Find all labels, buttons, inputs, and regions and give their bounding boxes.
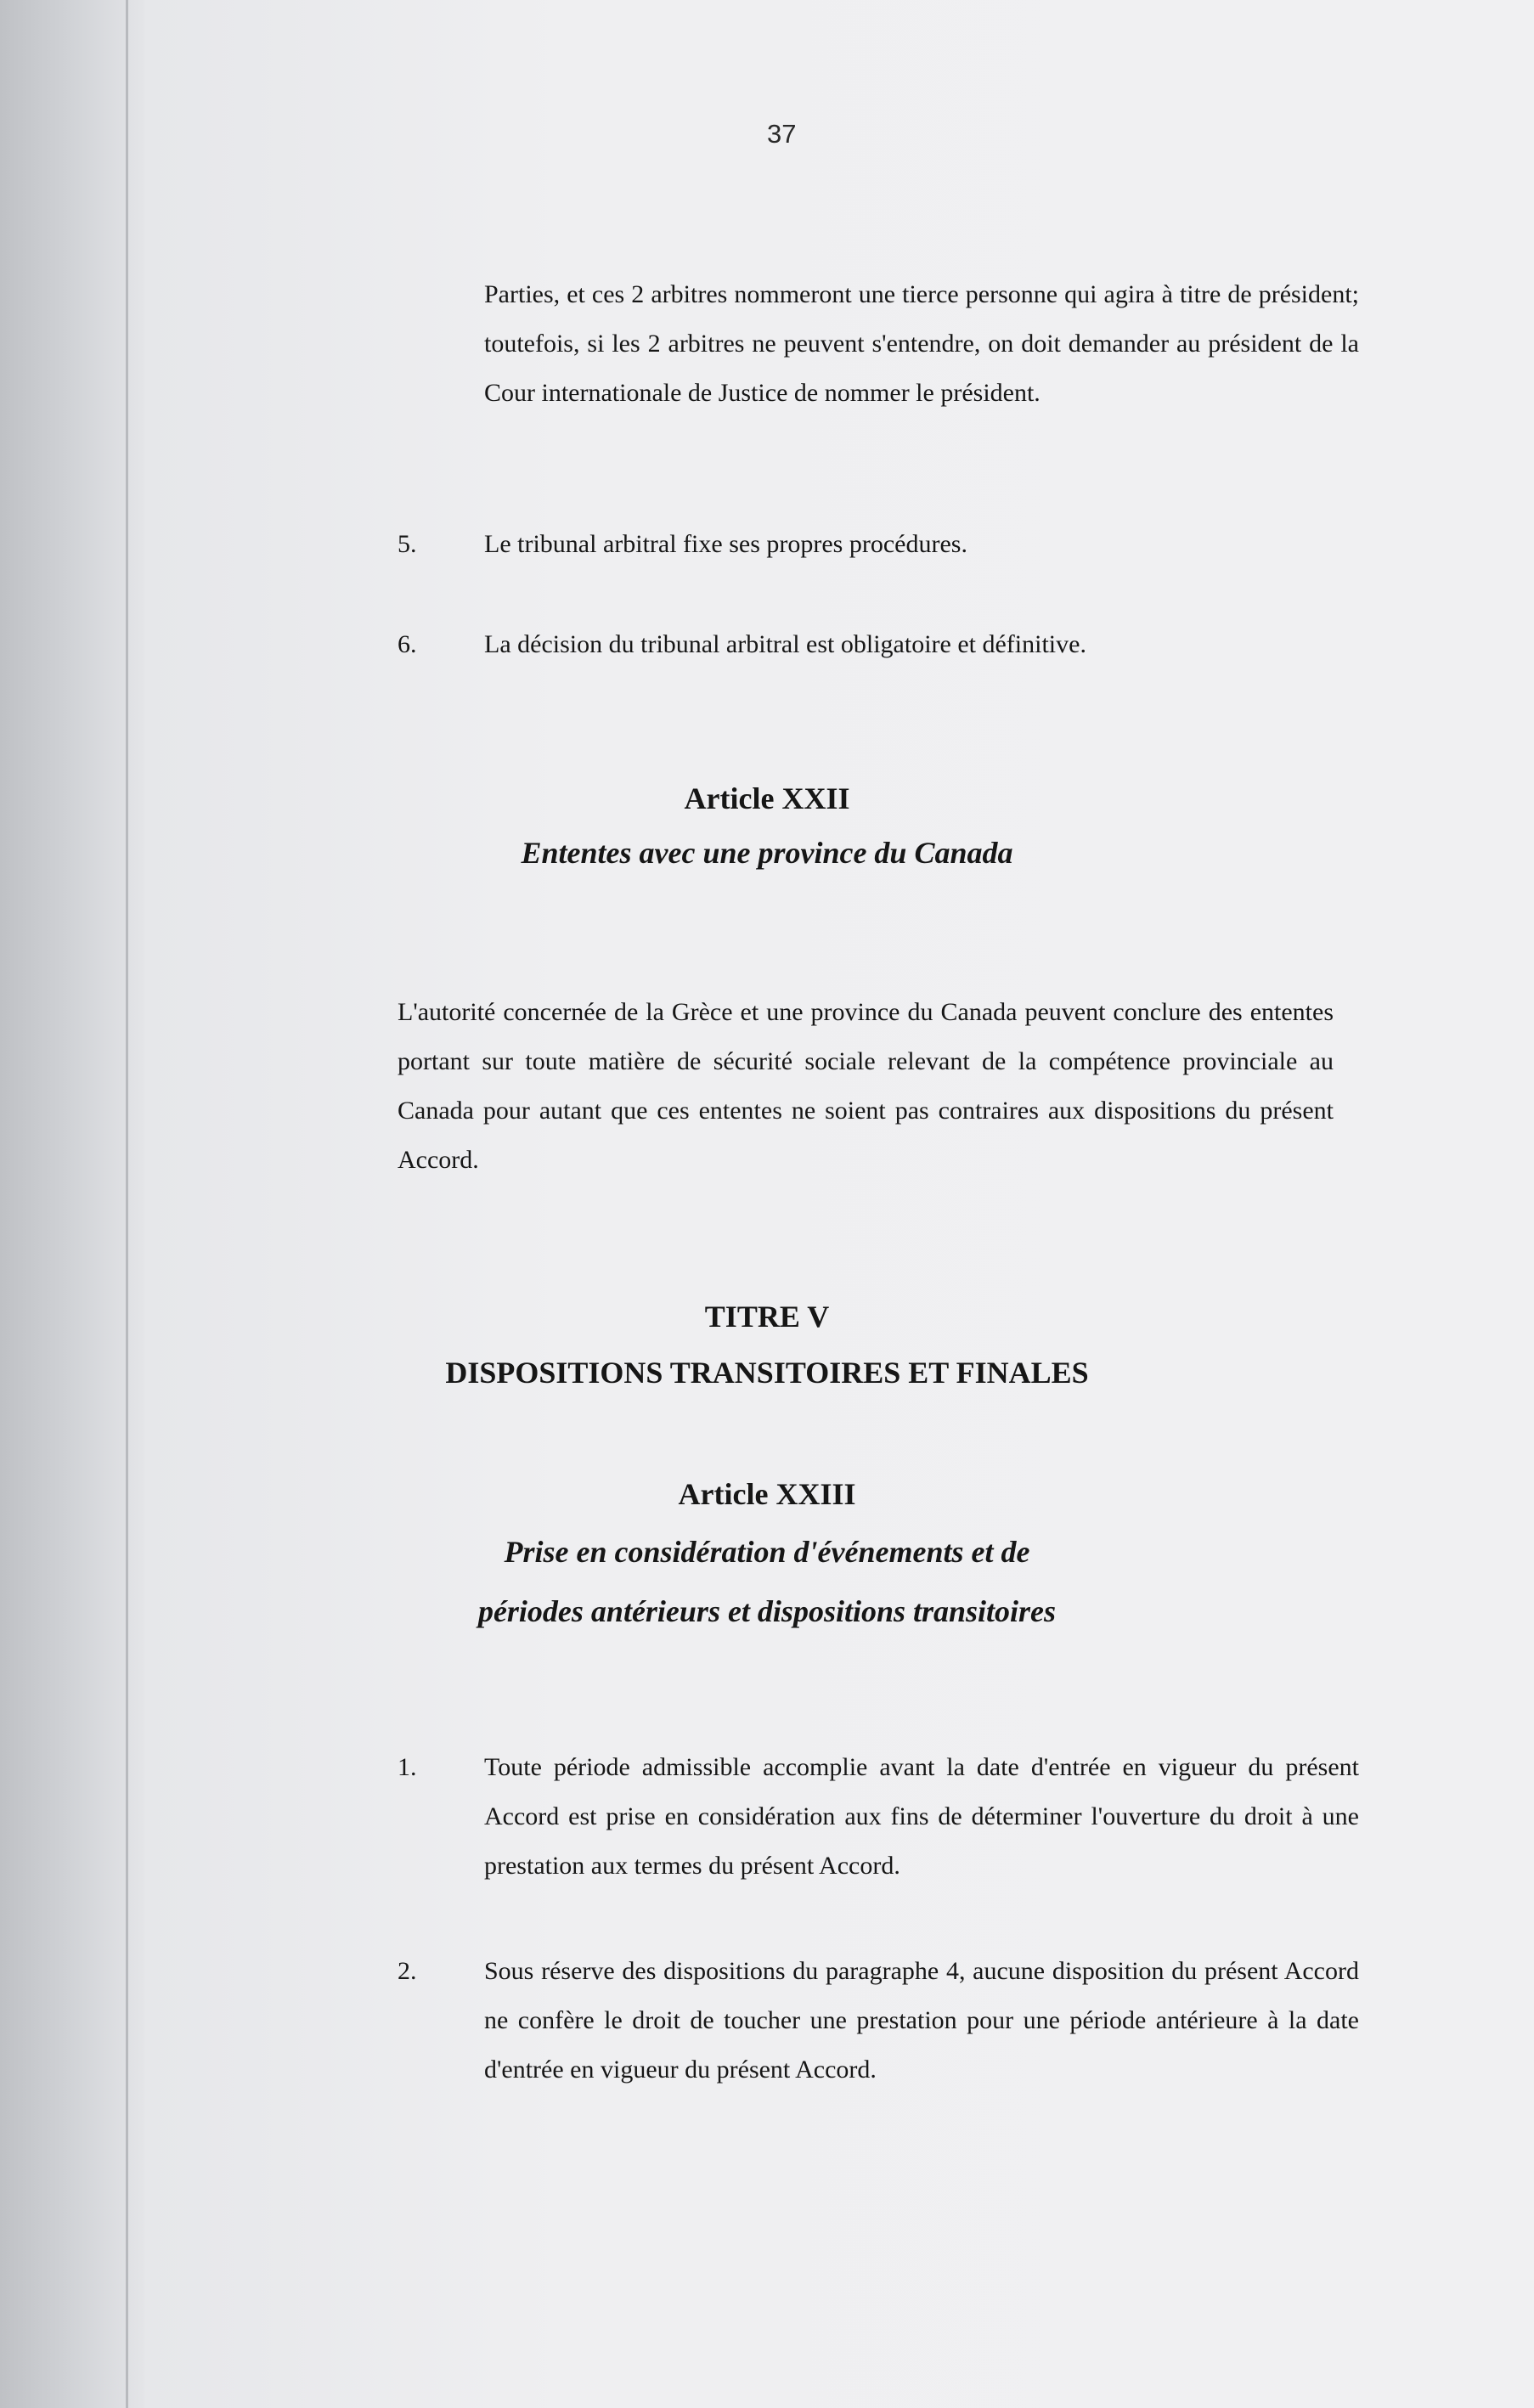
article-23-heading: Article XXIII — [678, 1477, 856, 1511]
item-text: Sous réserve des dispositions du paragraphe 4, aucune disposition du présent Accord ne confère le droit de toucher une prestation pour une période antérieure à la date d'entrée en vigueur du présent Accord. — [484, 1957, 1359, 2084]
item-number: 5. — [398, 530, 417, 558]
article-22-subtitle: Ententes avec une province du Canada — [521, 836, 1013, 870]
page-number: 37 — [767, 119, 797, 149]
continuation-paragraph: Parties, et ces 2 arbitres nommeront une tierce personne qui agira à titre de président; toutefois, si les 2 arbitres ne peuvent s'entendre, on doit demander au président de la Cour internationale de Justice de nommer le président. — [484, 280, 1359, 407]
item-text: Toute période admissible accomplie avant la date d'entrée en vigueur du présent Accord est prise en considération aux fins de déterminer l'ouverture du droit à une prestation aux termes du présent Accord. — [484, 1753, 1359, 1880]
item-text: La décision du tribunal arbitral est obligatoire et définitive. — [484, 630, 1086, 658]
article-23-subtitle-line2: périodes antérieurs et dispositions transitoires — [477, 1594, 1057, 1628]
item-text: Le tribunal arbitral fixe ses propres procédures. — [484, 530, 967, 558]
article-23-subtitle-line1: Prise en considération d'événements et de — [504, 1535, 1030, 1569]
item-number: 2. — [398, 1957, 417, 1985]
item-number: 6. — [398, 630, 417, 658]
article-22-body: L'autorité concernée de la Grèce et une province du Canada peuvent conclure des ententes portant sur toute matière de sécurité sociale relevant de la compétence provinciale au Canada pour autant que ces ententes ne soient pas contraires aux dispositions du présent Accord. — [398, 998, 1334, 1174]
title-5-subtitle: DISPOSITIONS TRANSITOIRES ET FINALES — [445, 1356, 1089, 1390]
binding-spine — [0, 0, 144, 2408]
item-number: 1. — [398, 1753, 417, 1781]
title-5-heading: TITRE V — [704, 1300, 830, 1334]
article-22-heading: Article XXII — [684, 781, 850, 815]
spine-edge — [126, 0, 128, 2408]
